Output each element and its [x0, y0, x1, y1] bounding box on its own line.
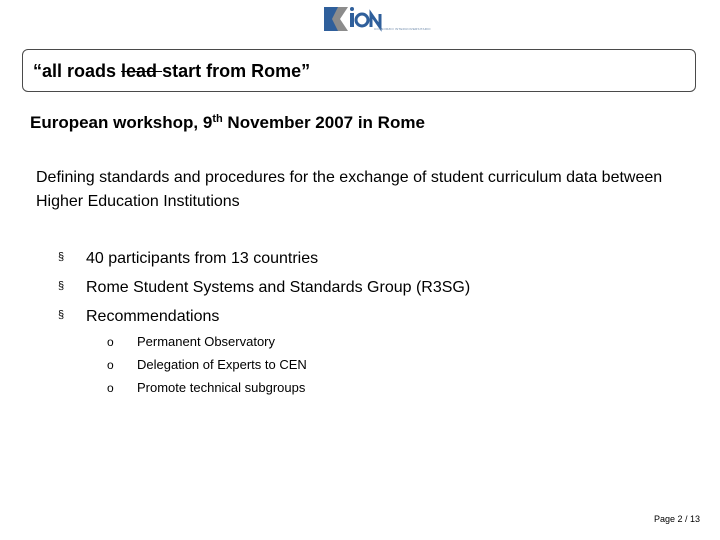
bullet-item [58, 278, 658, 302]
page-number: Page 2 / 13 [654, 514, 701, 524]
workshop-heading [30, 113, 425, 133]
sub-bullet-item [107, 380, 507, 400]
logo-tagline: CONSORZIO INTERUNIVERSITARIO [374, 27, 431, 31]
title-part-before: “all roads [33, 61, 122, 81]
sub-bullet-marker-icon: o [107, 335, 114, 349]
bullet-text: Rome Student Systems and Standards Group (R3SG) [86, 279, 471, 296]
sub-bullet-item [107, 334, 507, 354]
sub-bullet-marker-icon: o [107, 381, 114, 395]
title-part-after: start from Rome” [162, 61, 311, 81]
workshop-text-before: European workshop, 9 [30, 113, 213, 132]
title-struck-word: lead [121, 61, 163, 81]
bullet-text: 40 participants from 13 countries [86, 250, 319, 267]
bullet-marker-icon: § [58, 251, 65, 263]
bullet-text: Recommendations [86, 308, 220, 325]
bullet-item [58, 307, 658, 331]
sub-bullet-text: Delegation of Experts to CEN [137, 357, 307, 372]
sub-bullet-text: Permanent Observatory [137, 334, 276, 349]
sub-bullet-text: Promote technical subgroups [137, 380, 306, 395]
bullet-marker-icon: § [58, 280, 65, 292]
workshop-text-after: November 2007 in Rome [222, 113, 425, 132]
bullet-marker-icon: § [58, 309, 65, 321]
workshop-ordinal: th [212, 113, 223, 125]
slide-title [33, 61, 310, 82]
title-box [22, 49, 696, 92]
sub-bullet-marker-icon: o [107, 358, 114, 372]
sub-bullet-item [107, 357, 507, 377]
bullet-item [58, 249, 658, 273]
description-paragraph: Defining standards and procedures for the exchange of student curriculum data between Higher Education Institutions [36, 169, 663, 210]
